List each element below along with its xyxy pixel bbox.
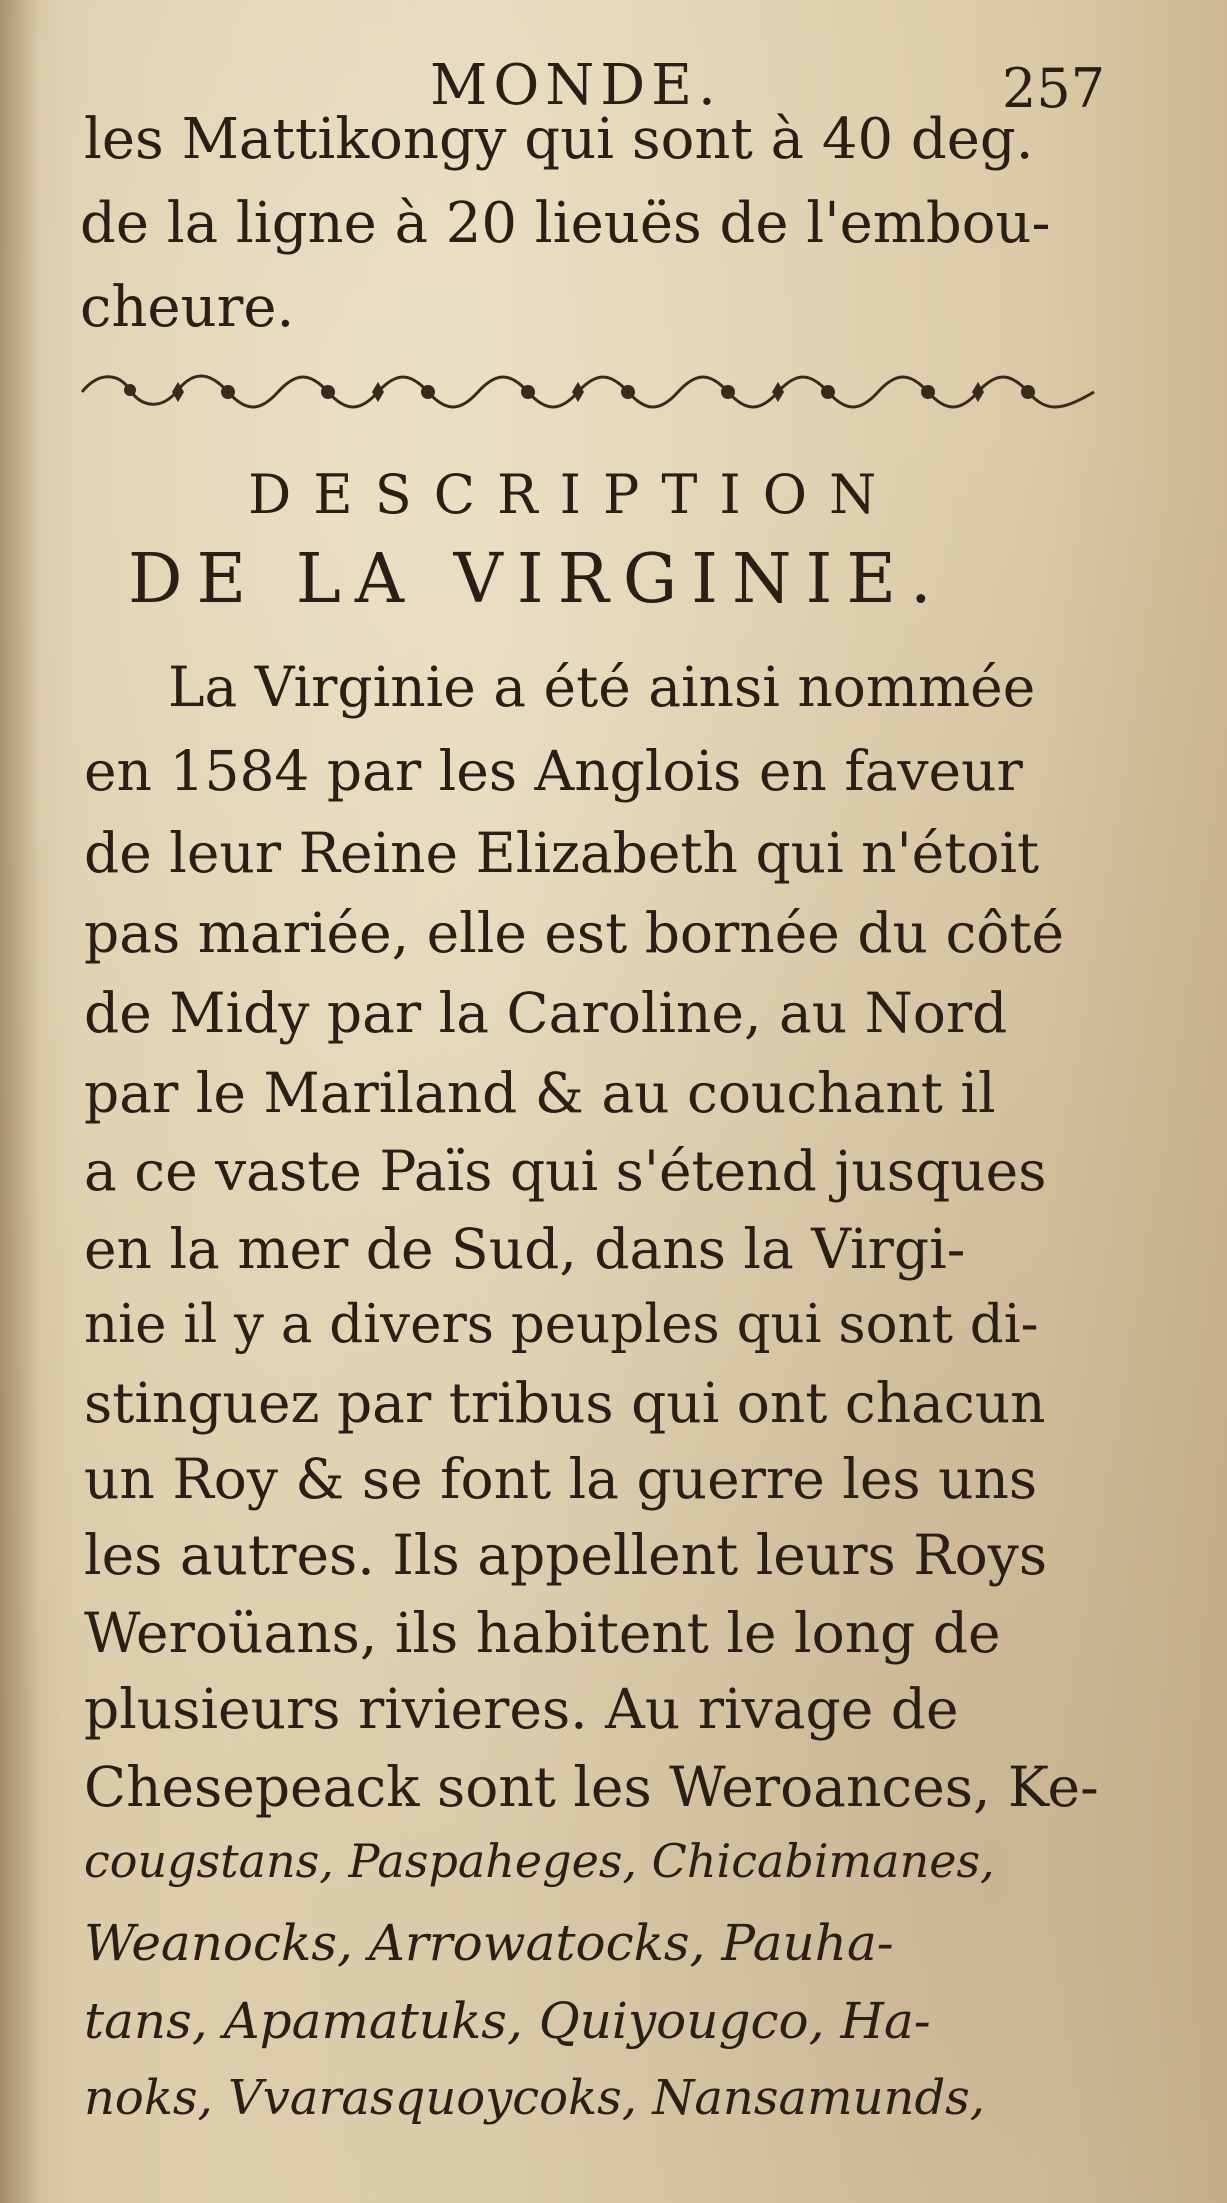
text-line: noks, Vvarasquoycoks, Nansamunds, — [84, 2070, 986, 2126]
decorative-ornament-band — [78, 362, 1098, 422]
page-gutter-shadow — [0, 0, 40, 2203]
text-line: cougstans, Paspaheges, Chicabimanes, — [84, 1834, 995, 1888]
text-line: nie il y a divers peuples qui sont di- — [84, 1294, 1039, 1355]
text-line: a ce vaste Païs qui s'étend jusques — [84, 1139, 1047, 1203]
text-line: stinguez par tribus qui ont chacun — [84, 1371, 1046, 1435]
text-line: de Midy par la Caroline, au Nord — [84, 981, 1008, 1045]
text-line: de la ligne à 20 lieuës de l'embou- — [80, 191, 1051, 256]
section-title: DESCRIPTION — [248, 463, 899, 526]
text-line: de leur Reine Elizabeth qui n'étoit — [84, 821, 1040, 885]
text-line: en 1584 par les Anglois en faveur — [84, 739, 1023, 803]
section-subtitle: DE LA VIRGINIE. — [128, 540, 946, 619]
text-line: Chesepeack sont les Weroances, Ke- — [84, 1755, 1099, 1819]
text-line: pas mariée, elle est bornée du côté — [84, 901, 1065, 965]
text-line: Weroüans, ils habitent le long de — [84, 1601, 1001, 1665]
text-line: Weanocks, Arrowatocks, Pauha- — [84, 1914, 894, 1972]
text-line: un Roy & se font la guerre les uns — [84, 1447, 1038, 1511]
text-line: tans, Apamatuks, Quiyougco, Ha- — [84, 1992, 931, 2050]
text-line: La Virginie a été ainsi nommée — [168, 655, 1036, 719]
page-number: 257 — [1002, 57, 1106, 120]
text-line: cheure. — [80, 275, 295, 340]
running-head: MONDE. — [430, 53, 722, 118]
text-line: les Mattikongy qui sont à 40 deg. — [84, 107, 1034, 172]
text-line: par le Mariland & au couchant il — [84, 1061, 996, 1125]
text-line: en la mer de Sud, dans la Virgi- — [84, 1217, 966, 1281]
text-line: plusieurs rivieres. Au rivage de — [84, 1677, 959, 1741]
text-line: les autres. Ils appellent leurs Roys — [84, 1523, 1048, 1587]
